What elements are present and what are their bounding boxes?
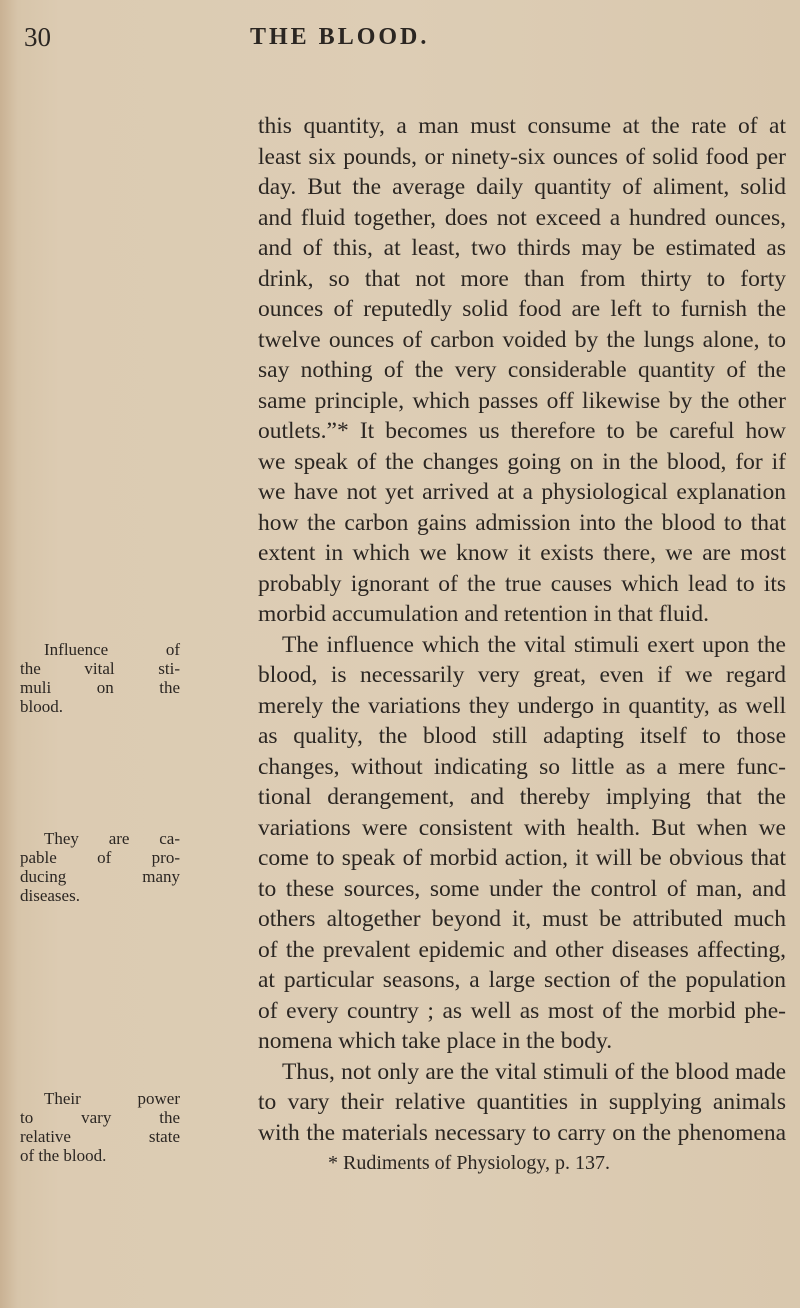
- text-line: nomena which take place in the body.: [258, 1028, 613, 1054]
- text-line: tional derangement, and thereby implying that the: [258, 784, 786, 810]
- text-line: changes, without indicating so little as a mere func-: [258, 753, 786, 780]
- text-line: variations were consistent with health. But when we: [258, 814, 786, 841]
- page-number: 30: [24, 22, 51, 52]
- text-line: others altogether beyond it, must be attributed much: [258, 906, 786, 932]
- text-line: least six pounds, or ninety-six ounces of solid food per: [258, 143, 786, 170]
- margin-note-vital-stimuli: [20, 640, 180, 716]
- text-line: and fluid together, does not exceed a hundred ounces,: [258, 204, 786, 231]
- margin-note-line: Their power: [44, 1089, 180, 1108]
- text-line: The influence which the vital stimuli exert upon the: [282, 631, 786, 658]
- margin-note-line: Influence of: [44, 640, 180, 659]
- margin-note-line: relative state: [20, 1127, 180, 1146]
- text-line: blood, is necessarily very great, even if we regard: [258, 662, 786, 688]
- text-line: merely the variations they undergo in quantity, as well: [258, 692, 786, 719]
- margin-note-line: of the blood.: [20, 1146, 107, 1165]
- margin-note-line: blood.: [20, 697, 63, 716]
- text-line: as quality, the blood still adapting itself to those: [258, 723, 786, 749]
- running-head: THE BLOOD.: [250, 24, 430, 50]
- margin-note-line: to vary the: [20, 1108, 180, 1127]
- text-line: twelve ounces of carbon voided by the lungs alone, to: [258, 326, 786, 353]
- margin-note-line: the vital sti-: [20, 659, 180, 678]
- text-line: ounces of reputedly solid food are left to furnish the: [258, 296, 786, 322]
- text-line: outlets.”* It becomes us therefore to be careful how: [258, 418, 786, 444]
- margin-note-line: muli on the: [20, 678, 180, 697]
- text-line: day. But the average daily quantity of aliment, solid: [258, 174, 786, 200]
- text-line: of the prevalent epidemic and other diseases affecting,: [258, 936, 786, 963]
- text-line: of every country ; as well as most of the morbid phe-: [258, 997, 786, 1024]
- text-line: to vary their relative quantities in supplying animals: [258, 1089, 786, 1115]
- text-line: say nothing of the very considerable quantity of the: [258, 357, 786, 383]
- margin-note-line: pable of pro-: [20, 848, 180, 867]
- text-line: come to speak of morbid action, it will be obvious that: [258, 845, 786, 871]
- text-line: probably ignorant of the true causes which lead to its: [258, 570, 786, 597]
- text-line: this quantity, a man must consume at the rate of at: [258, 113, 786, 139]
- text-line: drink, so that not more than from thirty to forty: [258, 265, 786, 292]
- margin-note-diseases: [20, 829, 180, 905]
- text-line: we speak of the changes going on in the blood, for if: [258, 448, 786, 475]
- text-line: with the materials necessary to carry on the phenomena: [258, 1119, 786, 1146]
- text-line: at particular seasons, a large section of the population: [258, 967, 786, 993]
- text-line: to these sources, some under the control of man, and: [258, 875, 786, 902]
- text-line: Thus, not only are the vital stimuli of the blood made: [282, 1058, 786, 1085]
- margin-note-line: diseases.: [20, 886, 80, 905]
- margin-note-line: They are ca-: [44, 829, 180, 848]
- text-line: and of this, at least, two thirds may be estimated as: [258, 235, 786, 261]
- text-line: same principle, which passes off likewise by the other: [258, 387, 786, 414]
- text-line: we have not yet arrived at a physiological explanation: [258, 479, 786, 505]
- footnote: * Rudiments of Physiology, p. 137.: [328, 1152, 611, 1174]
- margin-note-relative-state: [20, 1089, 180, 1165]
- text-line: morbid accumulation and retention in that fluid.: [258, 601, 709, 627]
- text-line: extent in which we know it exists there, we are most: [258, 540, 786, 566]
- margin-note-line: ducing many: [20, 867, 180, 886]
- body-text: [258, 111, 786, 1148]
- text-line: how the carbon gains admission into the blood to that: [258, 509, 786, 536]
